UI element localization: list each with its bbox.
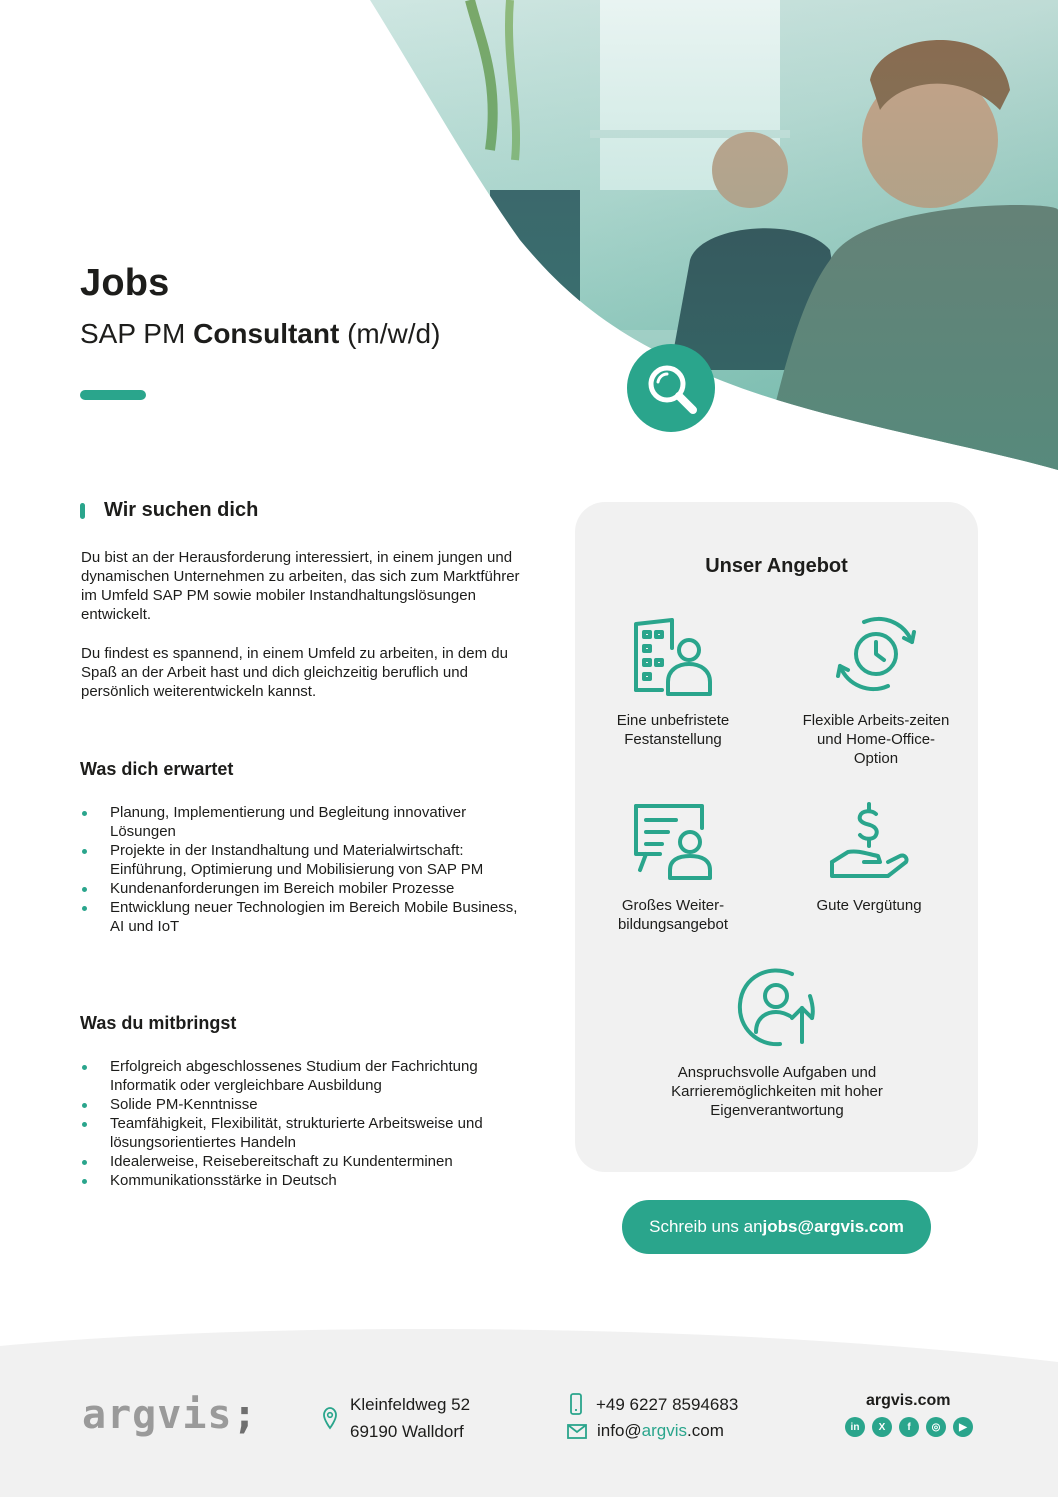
argvis-logo: [82, 1392, 258, 1438]
job-title-suffix: (m/w/d): [339, 318, 441, 349]
logo-text: argvis: [82, 1392, 233, 1438]
expectations-heading: Was dich erwartet: [80, 759, 234, 779]
list-item: Kommunikationsstärke in Deutsch: [80, 1171, 540, 1190]
offer-label-flexible: Flexible Arbeits-zeiten und Home-Office-Option: [802, 712, 950, 767]
website-link[interactable]: argvis.com: [866, 1392, 951, 1409]
intro-paragraph-2: Du findest es spannend, in einem Umfeld zu arbeiten, in dem du Spaß an der Arbeit hast und dich gleichzeitig beruflich und persönlich weiterentwickeln kannst.: [81, 645, 508, 700]
job-title-bold: Consultant: [193, 318, 340, 349]
list-item: Projekte in der Instandhaltung und Materialwirtschaft: Einführung, Optimierung und Mobilisierung von SAP PM: [80, 841, 520, 879]
email-suffix: .com: [687, 1421, 724, 1440]
title-accent-bar: [80, 390, 146, 400]
location-pin-icon: [322, 1406, 338, 1430]
logo-semicolon: ;: [232, 1392, 258, 1438]
list-item: Kundenanforderungen im Bereich mobiler Prozesse: [80, 879, 520, 898]
clock-cycle-icon: [834, 614, 918, 694]
youtube-icon[interactable]: ▶: [953, 1417, 973, 1437]
expectations-list: [80, 803, 520, 936]
offer-label-salary: Gute Vergütung: [816, 897, 922, 914]
email-prefix: info@: [597, 1421, 642, 1440]
section-marker: [80, 503, 85, 519]
list-item: Entwicklung neuer Technologien im Bereich Mobile Business, AI und IoT: [80, 898, 520, 936]
mail-icon: [567, 1424, 587, 1439]
presentation-icon: [632, 802, 714, 882]
email-link[interactable]: [597, 1417, 724, 1444]
search-badge: [627, 344, 715, 432]
intro-heading: Wir suchen dich: [104, 499, 259, 521]
list-item: Teamfähigkeit, Flexibilität, strukturierte Arbeitsweise und lösungsorientiertes Handeln: [80, 1114, 540, 1152]
address-city: 69190 Walldorf: [350, 1422, 464, 1441]
address: [350, 1391, 470, 1445]
list-item: Solide PM-Kenntnisse: [80, 1095, 540, 1114]
email-brand: argvis: [641, 1421, 688, 1440]
facebook-icon[interactable]: f: [899, 1417, 919, 1437]
xing-icon[interactable]: X: [872, 1417, 892, 1437]
phone-icon: [569, 1393, 583, 1415]
building-person-icon: [632, 618, 714, 698]
cta-email[interactable]: jobs@argvis.com: [762, 1217, 904, 1236]
linkedin-icon[interactable]: in: [845, 1417, 865, 1437]
address-street: Kleinfeldweg 52: [350, 1395, 471, 1414]
dollar-hand-icon: [828, 800, 910, 882]
offer-label-career: Anspruchsvolle Aufgaben und Karrieremöglichkeiten mit hoher Eigenverantwortung: [671, 1064, 883, 1119]
list-item: Idealerweise, Reisebereitschaft zu Kundenterminen: [80, 1152, 540, 1171]
hero-image: [0, 0, 1058, 470]
offer-title: Unser Angebot: [705, 555, 848, 577]
magnifier-icon: [627, 344, 715, 432]
person-growth-icon: [736, 966, 820, 1050]
requirements-list: [80, 1057, 540, 1190]
hero-office-photo: [0, 0, 1058, 470]
phone-number[interactable]: +49 6227 8594683: [596, 1395, 739, 1414]
job-title-prefix: SAP PM: [80, 318, 194, 349]
instagram-icon[interactable]: ◎: [926, 1417, 946, 1437]
intro-paragraph-1: Du bist an der Herausforderung interessiert, in einem jungen und dynamischen Unternehmen zu arbeiten, das sich zum Marktführer im Umfeld SAP PM sowie mobiler Instandhaltungslösungen entwickelt.: [81, 549, 520, 623]
requirements-heading: Was du mitbringst: [80, 1013, 237, 1033]
offer-label-training: Großes Weiter-bildungsangebot: [617, 897, 729, 933]
list-item: Planung, Implementierung und Begleitung innovativer Lösungen: [80, 803, 520, 841]
email-cta-button[interactable]: [622, 1200, 931, 1254]
offer-label-contract: Eine unbefristete Festanstellung: [616, 712, 730, 748]
list-item: Erfolgreich abgeschlossenes Studium der Fachrichtung Informatik oder vergleichbare Ausbildung: [80, 1057, 540, 1095]
job-title: [80, 318, 440, 350]
page-title: Jobs: [80, 262, 170, 304]
cta-prefix: Schreib uns an: [649, 1217, 763, 1236]
